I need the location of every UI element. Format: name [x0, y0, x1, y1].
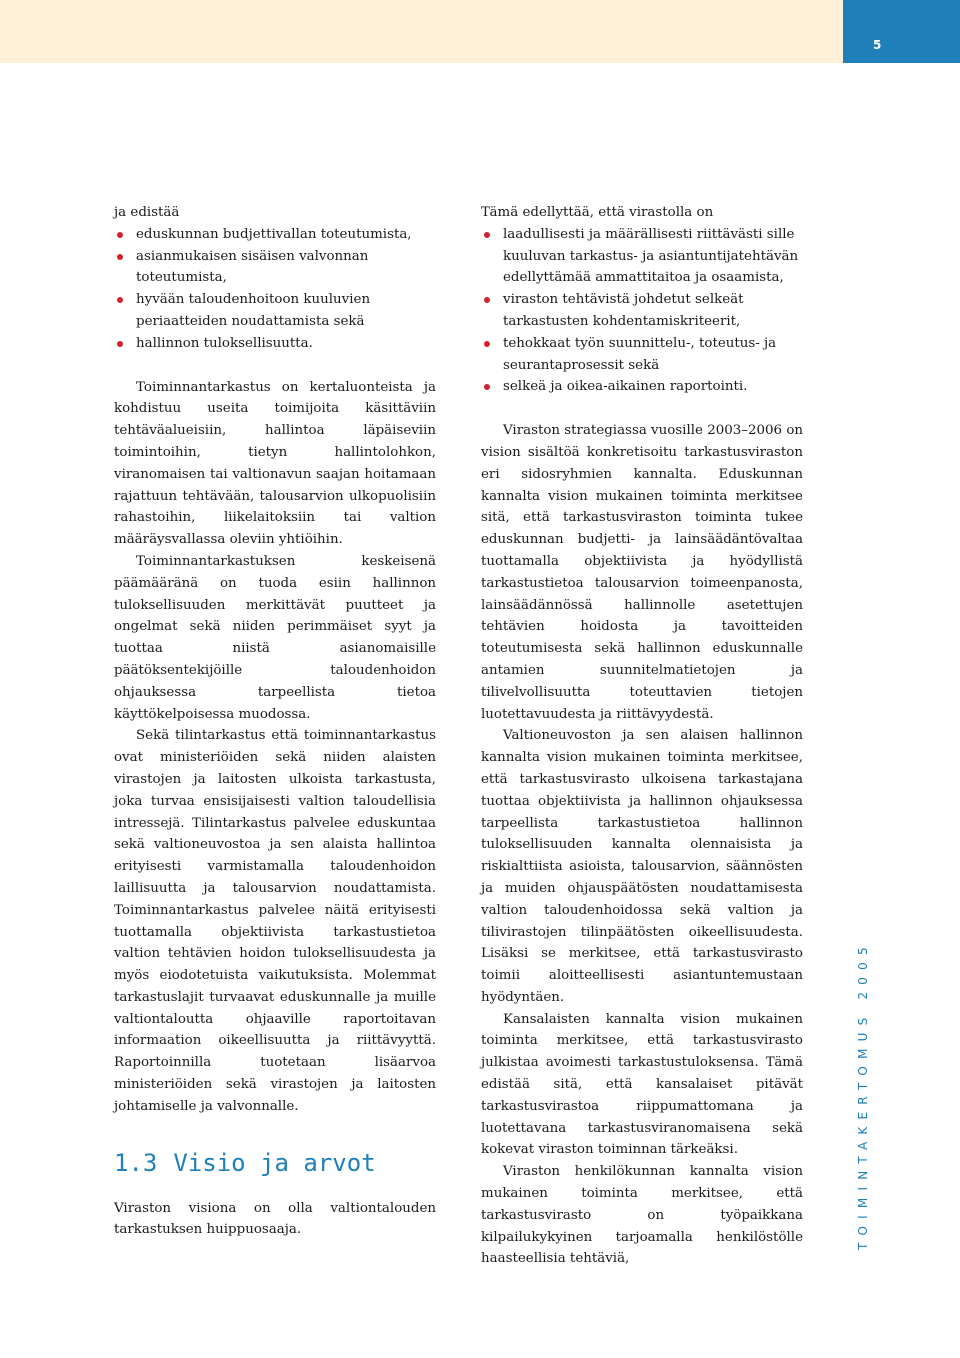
- list-item: tehokkaat työn suunnittelu-, toteutus- ja seurantaprosessit sekä: [481, 333, 803, 377]
- list-item: laadullisesti ja määrällisesti riittävästi sille kuuluvan tarkastus- ja asiantuntijatehtävän edellyttämää ammattitaitoa ja osaamista,: [481, 224, 803, 289]
- list-item: hallinnon tuloksellisuutta.: [114, 333, 436, 355]
- paragraph: Valtioneuvoston ja sen alaisen hallinnon kannalta vision mukainen toiminta merkitsee, että tarkastusvirasto ulkoisena tarkastajana tuottaa objektiivista ja hallinnon ohjauksessa tarpeellista tarkastustietoa hallinnon tuloksellisuuden kannalta olennaisista ja riskialttiista asioista, talousarvion, säännösten ja muiden ohjauspäätösten noudattamisesta valtion taloudenhoidossa sekä valtion ja tilivirastojen tilinpäätösten oikeellisuudesta. Lisäksi se merkitsee, että tarkastusvirasto toimii aloitteellisesti asiantuntemustaan hyödyntäen.: [481, 728, 803, 1005]
- bullet-icon: [484, 297, 490, 303]
- list-item: asianmukaisen sisäisen valvonnan toteutumista,: [114, 246, 436, 290]
- paragraph: Viraston strategiassa vuosille 2003–2006 on vision sisältöä konkretisoitu tarkastusviraston eri sidosryhmien kannalta. Eduskunnan kannalta vision mukainen toiminta merkitsee sitä, että tarkastusviraston toiminta tukee eduskunnan budjetti- ja lainsäädäntövaltaa tuottamalla objektiivista ja hyödyllistä tarkastustietoa talousarvion toimeenpanosta, lainsäädännössä hallinnolle asetettujen tehtävien hoidosta ja tavoitteiden toteutumisesta sekä hallinnon eduskunnalle antamien suunnitelmatietojen ja tilivelvollisuutta toteuttavien tietojen luotettavuudesta ja riittävyydestä.: [481, 423, 804, 722]
- section-title: Visio ja arvot: [173, 1148, 376, 1177]
- page-number-tab: [843, 0, 960, 63]
- section-heading: [114, 1148, 436, 1178]
- right-bullet-list: [481, 224, 803, 398]
- bullet-icon: [117, 297, 123, 303]
- left-column: [114, 202, 436, 1241]
- paragraph: Toiminnantarkastuksen keskeisenä päämääränä on tuoda esiin hallinnon tuloksellisuuden merkittävät puutteet ja ongelmat sekä niiden perimmäiset syyt ja tuottaa niistä asianomaisille päätöksentekijöille taloudenhoidon ohjauksessa tarpeellista tietoa käyttökelpoisessa muodossa.: [114, 553, 436, 722]
- list-item: eduskunnan budjettivallan toteutumista,: [114, 224, 436, 246]
- bullet-icon: [484, 232, 490, 238]
- bullet-icon: [117, 341, 123, 347]
- list-item: selkeä ja oikea-aikainen raportointi.: [481, 376, 803, 398]
- page-number: 5: [873, 38, 882, 52]
- bullet-icon: [484, 341, 490, 347]
- bullet-icon: [117, 254, 123, 260]
- list-item: hyvään taloudenhoitoon kuuluvien periaatteiden noudattamista sekä: [114, 289, 436, 333]
- bullet-icon: [117, 232, 123, 238]
- header-band: [0, 0, 843, 63]
- right-intro: Tämä edellyttää, että virastolla on: [481, 205, 714, 220]
- side-running-title: TOIMINTAKERTOMUS 2005: [856, 940, 870, 1250]
- paragraph: Kansalaisten kannalta vision mukainen toiminta merkitsee, että tarkastusvirasto julkistaa avoimesti tarkastustuloksensa. Tämä edistää sitä, että kansalaiset pitävät tarkastusvirastoa riippumattomana ja luotettavana tarkastusviranomaisena sekä kokevat viraston toiminnan tärkeäksi.: [481, 1011, 803, 1158]
- bullet-icon: [484, 384, 490, 390]
- paragraph: Toiminnantarkastus on kertaluonteista ja kohdistuu useita toimijoita käsittäviin tehtäväalueisiin, hallintoa läpäiseviin toimintoihin, tietyn hallintolohkon, viranomaisen tai valtionavun saajan hoitamaan rajattuun tehtävään, talousarvion ulkopuolisiin rahastoihin, liikelaitoksiin tai valtion määräysvallassa oleviin yhtiöihin.: [114, 379, 436, 548]
- list-item: viraston tehtävistä johdetut selkeät tarkastusten kohdentamiskriteerit,: [481, 289, 803, 333]
- right-column: [481, 202, 803, 1270]
- left-intro: ja edistää: [114, 205, 180, 220]
- left-bullet-list: [114, 224, 436, 355]
- paragraph: Viraston henkilökunnan kannalta vision mukainen toiminta merkitsee, että tarkastusvirasto on työpaikkana kilpailukykyinen tarjoamalla henkilöstölle haasteellisia tehtäviä,: [481, 1164, 803, 1267]
- section-number: 1.3: [114, 1148, 158, 1177]
- paragraph: Sekä tilintarkastus että toiminnantarkastus ovat ministeriöiden sekä niiden alaisten virastojen ja laitosten ulkoista tarkastusta, joka turvaa ensisijaisesti valtion taloudellisia intressejä. Tilintarkastus palvelee eduskuntaa sekä valtioneuvostoa ja sen alaista hallintoa erityisesti varmistamalla taloudenhoidon laillisuutta ja talousarvion noudattamista. Toiminnantarkastus palvelee näitä erityisesti tuottamalla objektiivista tarkastustietoa valtion tehtävien hoidon tuloksellisuudesta ja myös eiodotetuista vaikutuksista. Molemmat tarkastuslajit turvaavat eduskunnalle ja muille valtiontaloutta ohjaaville raportoitavan informaation oikeellisuutta ja riittävyyttä. Raportoinnilla tuotetaan lisäarvoa ministeriöiden sekä virastojen ja laitosten johtamiselle ja valvonnalle.: [114, 728, 436, 1114]
- paragraph: Viraston visiona on olla valtiontalouden tarkastuksen huippuosaaja.: [114, 1200, 436, 1238]
